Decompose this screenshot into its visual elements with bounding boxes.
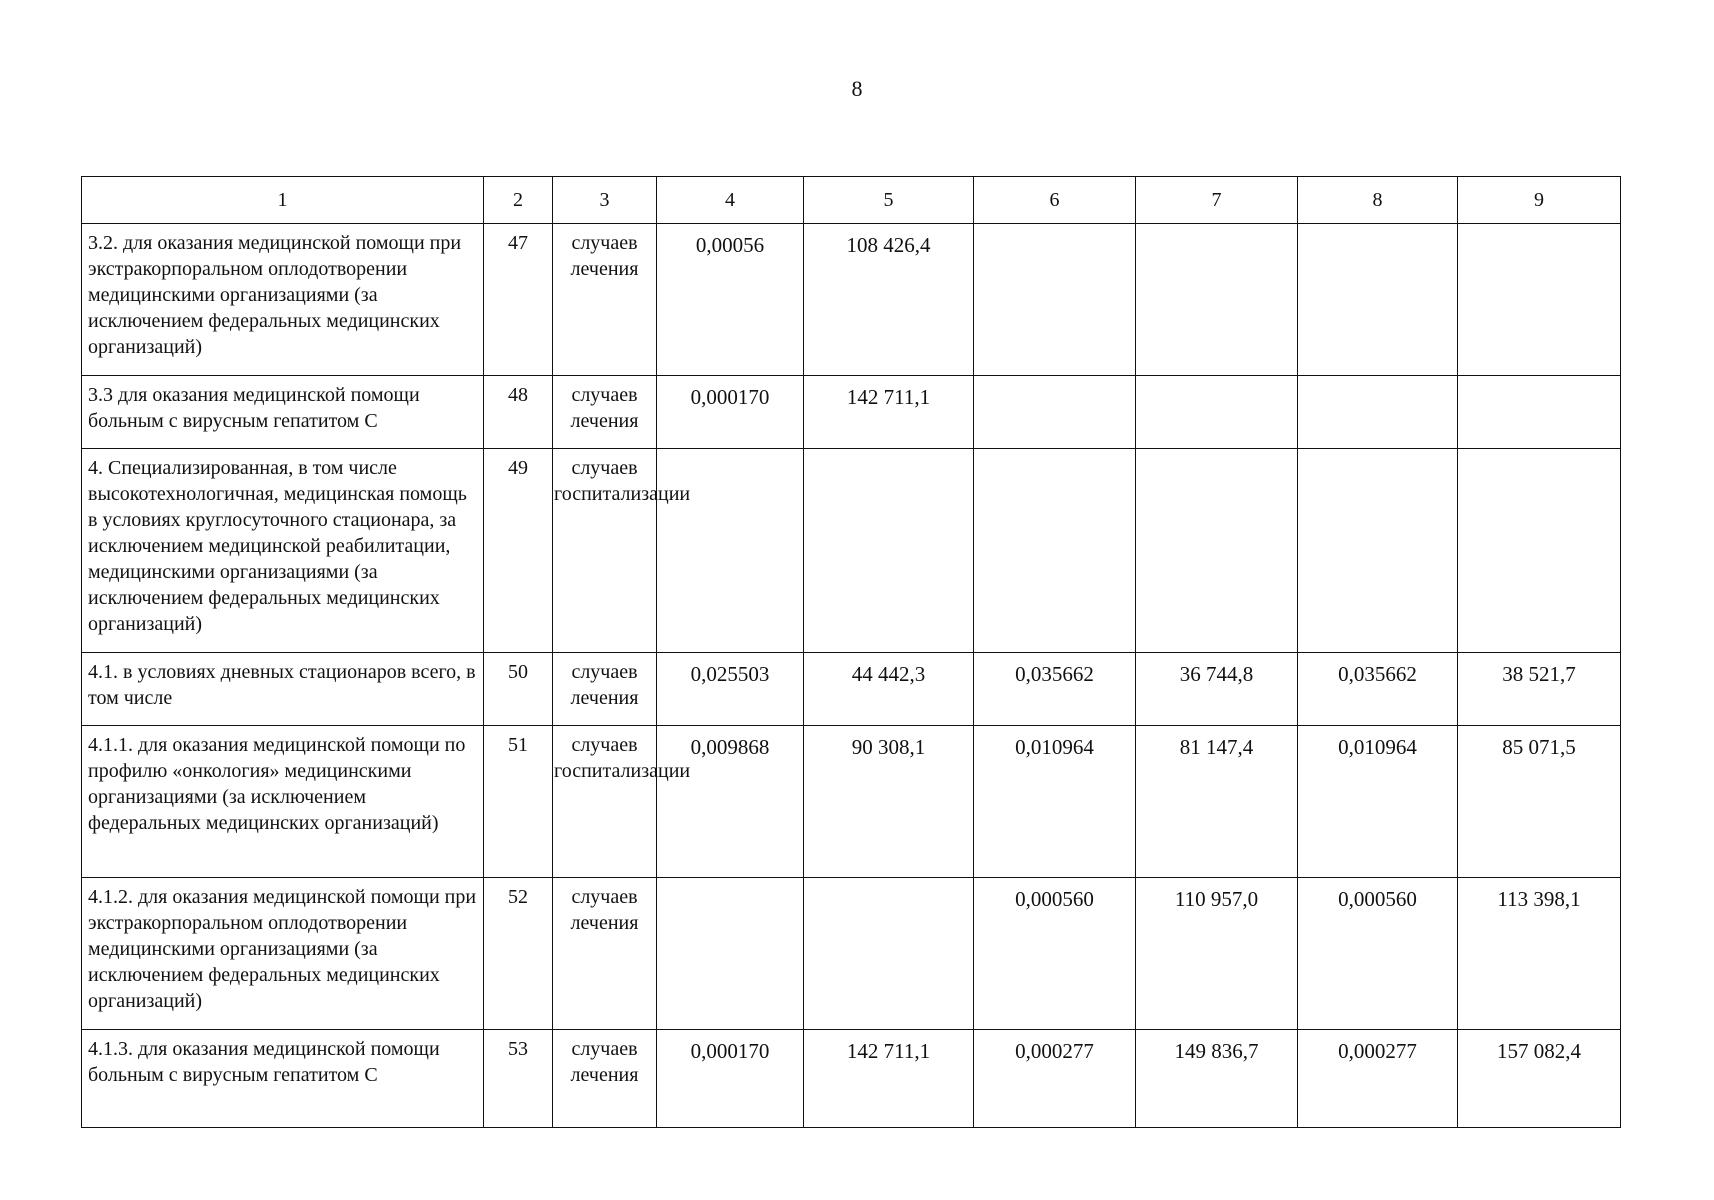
column-header-4: 4	[657, 177, 804, 224]
row-label: 3.3 для оказания медицинской помощи больным с вирусным гепатитом С	[82, 376, 484, 449]
cell-col-7: 149 836,7	[1136, 1030, 1298, 1128]
cell-col-4: 0,00056	[657, 224, 804, 376]
cell-col-6: 0,010964	[974, 726, 1136, 878]
row-number: 50	[484, 653, 553, 726]
cell-col-8: 0,035662	[1298, 653, 1458, 726]
row-unit: случаев лечения	[553, 1030, 657, 1128]
column-header-3: 3	[553, 177, 657, 224]
cell-col-6: 0,035662	[974, 653, 1136, 726]
cell-col-8	[1298, 376, 1458, 449]
cell-col-9: 85 071,5	[1458, 726, 1621, 878]
row-unit: случаев лечения	[553, 376, 657, 449]
cell-col-7	[1136, 376, 1298, 449]
row-unit: случаев госпитализации	[553, 449, 657, 653]
column-header-8: 8	[1298, 177, 1458, 224]
row-label: 3.2. для оказания медицинской помощи при экстракорпоральном оплодотворении медицинскими организациями (за исключением федеральных медицинских организаций)	[82, 224, 484, 376]
cell-col-4	[657, 449, 804, 653]
cell-col-7	[1136, 224, 1298, 376]
row-number: 53	[484, 1030, 553, 1128]
cell-col-9: 157 082,4	[1458, 1030, 1621, 1128]
table-row	[82, 726, 1621, 878]
cell-col-9	[1458, 224, 1621, 376]
column-header-2: 2	[484, 177, 553, 224]
row-label: 4. Специализированная, в том числе высокотехнологичная, медицинская помощь в условиях круглосуточного стационара, за исключением медицинской реабилитации, медицинскими организациями (за исключением федеральных медицинских организаций)	[82, 449, 484, 653]
row-label: 4.1.2. для оказания медицинской помощи при экстракорпоральном оплодотворении медицинскими организациями (за исключением федеральных медицинских организаций)	[82, 878, 484, 1030]
cell-col-5	[804, 878, 974, 1030]
cell-col-5: 142 711,1	[804, 376, 974, 449]
cell-col-5	[804, 449, 974, 653]
cell-col-6	[974, 224, 1136, 376]
cell-col-4: 0,009868	[657, 726, 804, 878]
cell-col-5: 90 308,1	[804, 726, 974, 878]
column-header-6: 6	[974, 177, 1136, 224]
row-label: 4.1.3. для оказания медицинской помощи больным с вирусным гепатитом С	[82, 1030, 484, 1128]
cell-col-4: 0,025503	[657, 653, 804, 726]
data-table	[81, 176, 1621, 1128]
page-number: 8	[851, 76, 863, 101]
row-label: 4.1.1. для оказания медицинской помощи по профилю «онкология» медицинскими организациями (за исключением федеральных медицинских организаций)	[82, 726, 484, 878]
cell-col-8	[1298, 449, 1458, 653]
cell-col-9	[1458, 449, 1621, 653]
cell-col-4: 0,000170	[657, 376, 804, 449]
cell-col-4	[657, 878, 804, 1030]
table-row	[82, 376, 1621, 449]
cell-col-5: 142 711,1	[804, 1030, 974, 1128]
row-number: 51	[484, 726, 553, 878]
cell-col-4: 0,000170	[657, 1030, 804, 1128]
cell-col-9: 38 521,7	[1458, 653, 1621, 726]
row-label: 4.1. в условиях дневных стационаров всего, в том числе	[82, 653, 484, 726]
cell-col-6: 0,000560	[974, 878, 1136, 1030]
row-number: 47	[484, 224, 553, 376]
table-row	[82, 224, 1621, 376]
cell-col-6	[974, 449, 1136, 653]
cell-col-6: 0,000277	[974, 1030, 1136, 1128]
cell-col-5: 44 442,3	[804, 653, 974, 726]
cell-col-8: 0,000277	[1298, 1030, 1458, 1128]
table-row	[82, 1030, 1621, 1128]
cell-col-7: 36 744,8	[1136, 653, 1298, 726]
row-number: 48	[484, 376, 553, 449]
table-row	[82, 653, 1621, 726]
cell-col-7	[1136, 449, 1298, 653]
cell-col-5: 108 426,4	[804, 224, 974, 376]
cell-col-9	[1458, 376, 1621, 449]
header-row	[82, 177, 1621, 224]
cell-col-9: 113 398,1	[1458, 878, 1621, 1030]
row-unit: случаев лечения	[553, 224, 657, 376]
column-header-5: 5	[804, 177, 974, 224]
table-row	[82, 449, 1621, 653]
cell-col-7: 81 147,4	[1136, 726, 1298, 878]
row-unit: случаев лечения	[553, 653, 657, 726]
cell-col-6	[974, 376, 1136, 449]
row-unit: случаев лечения	[553, 878, 657, 1030]
table-row	[82, 878, 1621, 1030]
cell-col-8	[1298, 224, 1458, 376]
cell-col-8: 0,000560	[1298, 878, 1458, 1030]
column-header-9: 9	[1458, 177, 1621, 224]
row-number: 49	[484, 449, 553, 653]
row-unit: случаев госпитализации	[553, 726, 657, 878]
cell-col-8: 0,010964	[1298, 726, 1458, 878]
column-header-7: 7	[1136, 177, 1298, 224]
column-header-1: 1	[82, 177, 484, 224]
cell-col-7: 110 957,0	[1136, 878, 1298, 1030]
row-number: 52	[484, 878, 553, 1030]
